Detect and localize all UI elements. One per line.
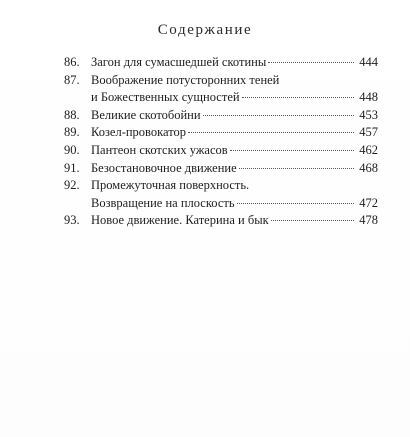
entry-title: Безостановочное движение	[91, 160, 237, 175]
entry-line	[91, 72, 378, 90]
entry-number: 89.	[64, 125, 80, 140]
entry-page: 472	[359, 195, 378, 210]
entry-title: Пантеон скотских ужасов	[91, 142, 228, 157]
entry-number: 88.	[64, 107, 80, 122]
toc-entry	[64, 124, 378, 142]
entry-number: 90.	[64, 142, 80, 157]
entry-body	[91, 107, 378, 125]
dot-leader	[203, 115, 354, 116]
entry-line	[91, 54, 378, 72]
entry-line	[91, 195, 378, 213]
entry-number: 86.	[64, 55, 80, 69]
entry-body	[91, 124, 378, 142]
dot-leader	[242, 97, 354, 98]
toc-entry	[64, 160, 378, 178]
dot-leader	[188, 132, 354, 133]
entry-line	[91, 89, 378, 107]
entry-line	[91, 212, 378, 230]
dot-leader	[271, 220, 354, 221]
entry-title: Козел-провокатор	[91, 125, 187, 140]
entry-line	[91, 124, 378, 142]
entry-body	[91, 160, 378, 178]
entry-title: и Божественных сущностей	[91, 90, 240, 105]
entry-title: Загон для сумасшедшей скотины	[91, 55, 267, 69]
entry-body	[91, 72, 378, 107]
entry-page: 462	[359, 142, 378, 157]
dot-leader	[239, 168, 354, 169]
entry-page: 453	[359, 107, 378, 122]
entry-page: 478	[359, 213, 378, 228]
entry-page: 448	[359, 90, 378, 105]
entry-title: Воображение потусторонних теней	[91, 72, 280, 87]
entry-line	[91, 177, 378, 195]
entry-page: 444	[359, 55, 378, 69]
toc-entry	[64, 142, 378, 160]
entry-page: 468	[359, 160, 378, 175]
entry-title: Возвращение на плоскость	[91, 195, 235, 210]
entry-body	[91, 177, 378, 212]
toc-entry	[64, 107, 378, 125]
toc-entry	[64, 212, 378, 230]
entry-body	[91, 212, 378, 230]
entry-number: 91.	[64, 160, 80, 175]
dot-leader	[268, 62, 354, 63]
entry-body	[91, 142, 378, 160]
table-of-contents	[64, 54, 378, 230]
entry-number: 87.	[64, 72, 80, 87]
entry-line	[91, 142, 378, 160]
entry-title: Великие скотобойни	[91, 107, 201, 122]
entry-number: 93.	[64, 213, 80, 228]
entry-page: 457	[359, 125, 378, 140]
entry-body	[91, 54, 378, 72]
entry-line	[91, 160, 378, 178]
entry-number: 92.	[64, 178, 80, 193]
toc-entry	[64, 54, 378, 72]
entry-title: Промежуточная поверхность.	[91, 178, 250, 193]
dot-leader	[237, 203, 354, 204]
entry-line	[91, 107, 378, 125]
toc-entry	[64, 72, 378, 107]
dot-leader	[230, 150, 354, 151]
page-heading: Содержание	[157, 22, 253, 38]
toc-entry	[64, 177, 378, 212]
entry-title: Новое движение. Катерина и бык	[91, 213, 269, 228]
